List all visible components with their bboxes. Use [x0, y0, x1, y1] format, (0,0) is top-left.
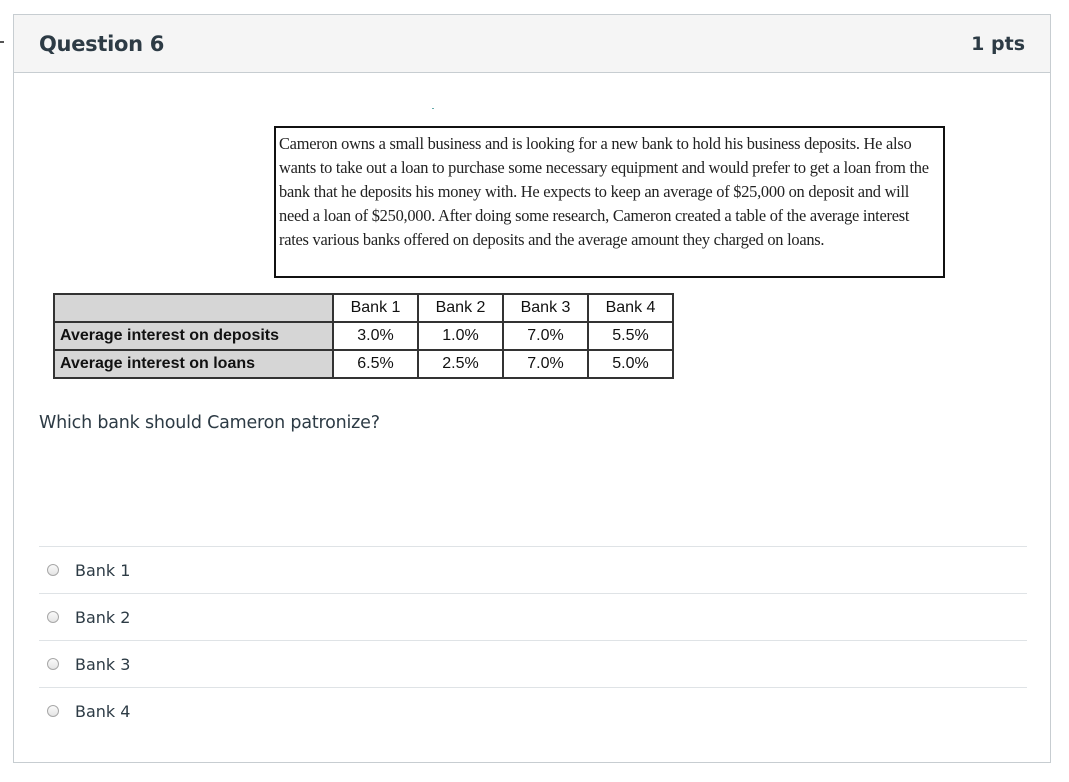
column-header: Bank 4	[588, 294, 673, 322]
answer-label[interactable]: Bank 3	[75, 654, 131, 674]
radio-button[interactable]	[47, 705, 59, 717]
answer-option-bank-1[interactable]	[39, 546, 1027, 593]
table-cell: 7.0%	[503, 350, 588, 378]
table-cell: 3.0%	[333, 322, 418, 350]
answer-label[interactable]: Bank 1	[75, 560, 131, 580]
image-artifact-dot	[432, 108, 434, 109]
question-points: 1 pts	[971, 32, 1025, 55]
table-row	[54, 322, 673, 350]
row-header: Average interest on deposits	[54, 322, 333, 350]
column-header: Bank 3	[503, 294, 588, 322]
answer-list	[39, 546, 1027, 734]
question-card	[13, 14, 1051, 763]
table-cell: 5.0%	[588, 350, 673, 378]
row-header: Average interest on loans	[54, 350, 333, 378]
table-row	[54, 350, 673, 378]
radio-button[interactable]	[47, 611, 59, 623]
answer-option-bank-2[interactable]	[39, 593, 1027, 640]
question-title: Question 6	[39, 31, 165, 56]
column-header: Bank 2	[418, 294, 503, 322]
radio-button[interactable]	[47, 564, 59, 576]
answer-label[interactable]: Bank 2	[75, 607, 131, 627]
table-corner-cell	[54, 294, 333, 322]
question-prompt: Which bank should Cameron patronize?	[39, 413, 380, 433]
table-header-row	[54, 294, 673, 322]
interest-rate-table	[53, 293, 674, 379]
table-cell: 6.5%	[333, 350, 418, 378]
table-cell: 5.5%	[588, 322, 673, 350]
question-header	[14, 15, 1050, 73]
table-cell: 7.0%	[503, 322, 588, 350]
column-header: Bank 1	[333, 294, 418, 322]
answer-label[interactable]: Bank 4	[75, 701, 131, 721]
answer-option-bank-3[interactable]	[39, 640, 1027, 687]
table-cell: 1.0%	[418, 322, 503, 350]
radio-button[interactable]	[47, 658, 59, 670]
question-passage: Cameron owns a small business and is looking for a new bank to hold his business deposits. He also wants to take out a loan to purchase some necessary equipment and would prefer to get a loan from the bank that he deposits his money with. He expects to keep an average of $25,000 on deposit and will need a loan of $250,000. After doing some research, Cameron created a table of the average interest rates various banks offered on deposits and the average amount they charged on loans.	[274, 126, 945, 278]
page-edge-mark	[0, 41, 4, 43]
answer-option-bank-4[interactable]	[39, 687, 1027, 734]
table-cell: 2.5%	[418, 350, 503, 378]
